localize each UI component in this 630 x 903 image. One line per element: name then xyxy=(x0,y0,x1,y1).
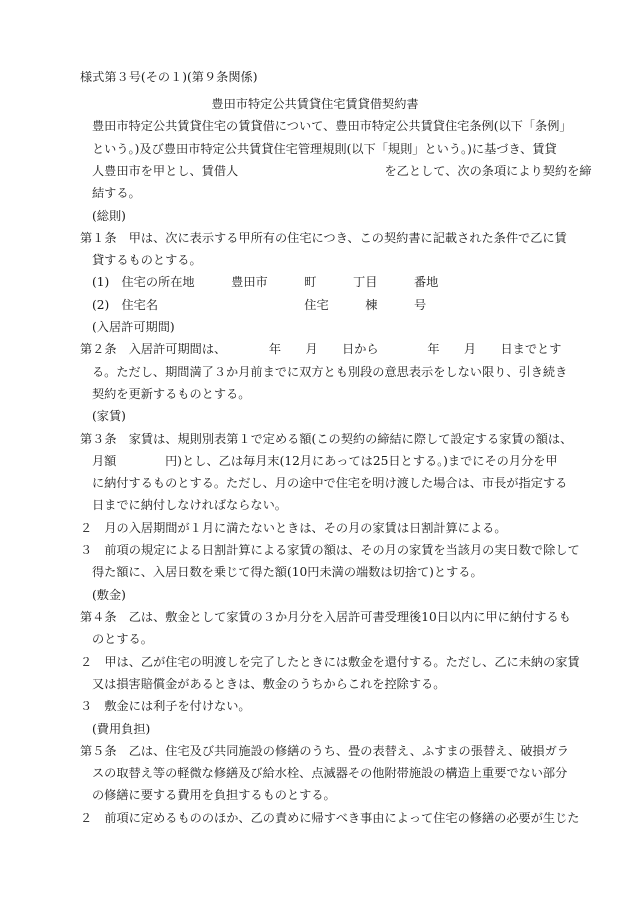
article-5-line: スの取替え等の軽微な修繕及び給水栓、点滅器その他附帯施設の構造上重要でない部分 xyxy=(92,766,568,780)
article-5-line: の修繕に要する費用を負担するものとする。 xyxy=(92,788,336,802)
article-4-paragraph-2: 又は損害賠償金があるときは、敷金のうちからこれを控除する。 xyxy=(92,677,446,691)
section-heading-general: (総則) xyxy=(92,209,126,223)
article-4-line: 第４条 乙は、敷金として家賃の３か月分を入居許可書受理後10日以内に甲に納付するも xyxy=(80,610,571,624)
article-5-paragraph-2: ２ 前項に定めるもののほか、乙の責めに帰すべき事由によって住宅の修繕の必要が生じた xyxy=(80,811,580,825)
section-heading-rent: (家賃) xyxy=(92,409,126,423)
form-number: 様式第３号(その１)(第９条関係) xyxy=(80,70,258,84)
article-1-line: 第１条 甲は、次に表示する甲所有の住宅につき、この契約書に記載された条件で乙に賃 xyxy=(80,231,567,245)
intro-line: という。)及び豊田市特定公共賃貸住宅管理規則(以下「規則」という。)に基づき、賃貸 xyxy=(92,142,557,156)
article-3-line: 日までに納付しなければならない。 xyxy=(92,498,287,512)
article-2-line: 契約を更新するものとする。 xyxy=(92,387,251,401)
article-3-line: 月額 円)とし、乙は毎月末(12月にあっては25日とする。)までにその月分を甲 xyxy=(92,454,558,468)
article-3-paragraph-3: 得た額に、入居日数を乗じて得た額(10円未満の端数は切捨て)とする。 xyxy=(92,565,483,579)
article-4-paragraph-3: ３ 敷金には利子を付けない。 xyxy=(80,699,251,713)
article-2-line: 第２条 入居許可期間は、 年 月 日から 年 月 日までとす xyxy=(80,342,562,356)
intro-line: 人豊田市を甲とし、賃借人 を乙として、次の条項により契約を締 xyxy=(92,164,592,178)
article-1-item-2: (2) 住宅名 住宅 棟 号 xyxy=(92,298,427,312)
section-heading-deposit: (敷金) xyxy=(92,588,126,602)
article-3-paragraph-3: ３ 前項の規定による日割計算による家賃の額は、その月の家賃を当該月の実日数で除して xyxy=(80,543,580,557)
article-4-line: のとする。 xyxy=(92,632,153,646)
intro-line: 結する。 xyxy=(92,186,141,200)
article-3-line: に納付するものとする。ただし、月の途中で住宅を明け渡した場合は、市長が指定する xyxy=(92,476,568,490)
article-3-paragraph-2: ２ 月の入居期間が１月に満たないときは、その月の家賃は日割計算による。 xyxy=(80,521,507,535)
intro-line: 豊田市特定公共賃貸住宅の賃貸借について、豊田市特定公共賃貸住宅条例(以下「条例」 xyxy=(92,119,572,133)
section-heading-period: (入居許可期間) xyxy=(92,320,175,334)
document-title: 豊田市特定公共賃貸住宅賃貸借契約書 xyxy=(211,97,419,111)
section-heading-costs: (費用負担) xyxy=(92,722,151,736)
article-1-item-1: (1) 住宅の所在地 豊田市 町 丁目 番地 xyxy=(92,275,439,289)
article-2-line: る。ただし、期間満了３か月前までに双方とも別段の意思表示をしない限り、引き続き xyxy=(92,365,568,379)
article-3-line: 第３条 家賃は、規則別表第１で定める額(この契約の締結に際して設定する家賃の額は、 xyxy=(80,432,573,446)
article-1-line: 貸するものとする。 xyxy=(92,253,202,267)
article-4-paragraph-2: ２ 甲は、乙が住宅の明渡しを完了したときには敷金を還付する。ただし、乙に未納の家賃 xyxy=(80,655,580,669)
article-5-line: 第５条 乙は、住宅及び共同施設の修繕のうち、畳の表替え、ふすまの張替え、破損ガラ xyxy=(80,744,569,758)
